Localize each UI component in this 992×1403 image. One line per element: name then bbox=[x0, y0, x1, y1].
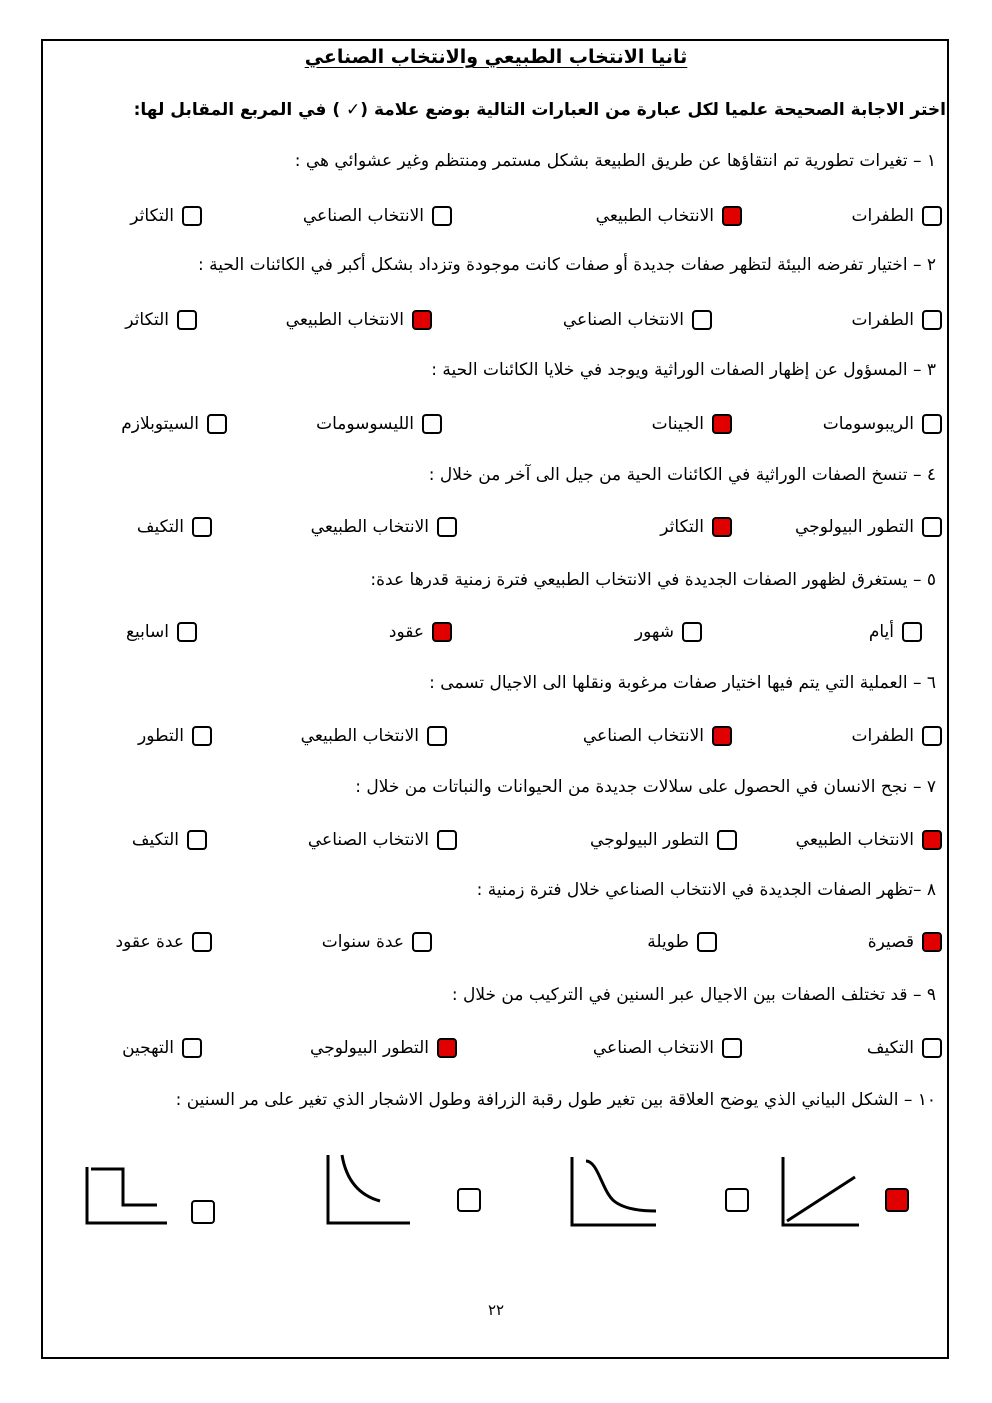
q2-option-3[interactable] bbox=[286, 310, 432, 330]
q8-option-3[interactable] bbox=[322, 932, 432, 952]
q7-option-4[interactable] bbox=[132, 830, 207, 850]
question-8: ٨ –تظهر الصفات الجديدة في الانتخاب الصناعي خلال فترة زمنية : bbox=[476, 880, 936, 900]
option-label: الريبوسومات bbox=[822, 414, 914, 434]
checkbox[interactable] bbox=[682, 622, 702, 642]
option-label: الطفرات bbox=[851, 206, 914, 226]
q3-option-3[interactable] bbox=[316, 414, 442, 434]
option-label: الانتخاب الطبيعي bbox=[795, 830, 914, 850]
q5-option-3[interactable] bbox=[389, 622, 452, 642]
option-label: عقود bbox=[388, 622, 424, 642]
checkbox[interactable] bbox=[207, 414, 227, 434]
option-label: التطور البيولوجي bbox=[590, 830, 709, 850]
question-7: ٧ – نجح الانسان في الحصول على سلالات جديدة من الحيوانات والنباتات من خلال : bbox=[355, 777, 936, 797]
page-number: ٢٢ bbox=[487, 1301, 505, 1319]
option-label: الانتخاب الطبيعي bbox=[300, 726, 419, 746]
q9-option-4[interactable] bbox=[122, 1038, 202, 1058]
option-label: الانتخاب الصناعي bbox=[562, 310, 684, 330]
checkbox[interactable] bbox=[712, 517, 732, 537]
option-label: الانتخاب الصناعي bbox=[302, 206, 424, 226]
option-label: الانتخاب الطبيعي bbox=[595, 206, 714, 226]
q7-option-1[interactable] bbox=[796, 830, 942, 850]
graph-line bbox=[783, 1157, 859, 1225]
option-label: الانتخاب الطبيعي bbox=[285, 310, 404, 330]
checkbox[interactable] bbox=[437, 830, 457, 850]
instructions: اختر الاجابة الصحيحة علميا لكل عبارة من العبارات التالية بوضع علامة (✓ ) في المربع المقابل لها: bbox=[133, 100, 946, 120]
checkbox[interactable] bbox=[922, 830, 942, 850]
q6-option-2[interactable] bbox=[583, 726, 732, 746]
question-5: ٥ – يستغرق لظهور الصفات الجديدة في الانتخاب الطبيعي فترة زمنية قدرها عدة: bbox=[370, 570, 936, 590]
checkbox[interactable] bbox=[177, 310, 197, 330]
checkbox[interactable] bbox=[427, 726, 447, 746]
q4-option-4[interactable] bbox=[137, 517, 212, 537]
checkbox[interactable] bbox=[922, 517, 942, 537]
option-label: التكاثر bbox=[125, 310, 169, 330]
option-label: التكيف bbox=[136, 517, 184, 537]
q10-step-graph bbox=[87, 1155, 177, 1227]
checkbox[interactable] bbox=[722, 206, 742, 226]
question-10: ١٠ – الشكل البياني الذي يوضح العلاقة بين تغير طول رقبة الزرافة وطول الاشجار الذي تغير على مر السنين : bbox=[175, 1090, 936, 1110]
question-6: ٦ – العملية التي يتم فيها اختيار صفات مرغوبة ونقلها الى الاجيال تسمى : bbox=[429, 673, 936, 693]
option-label: أيام bbox=[868, 622, 894, 642]
checkbox[interactable] bbox=[182, 1038, 202, 1058]
checkbox[interactable] bbox=[192, 726, 212, 746]
q10-checkbox-1[interactable] bbox=[885, 1188, 909, 1212]
checkbox[interactable] bbox=[712, 726, 732, 746]
option-label: الانتخاب الصناعي bbox=[592, 1038, 714, 1058]
graph-line bbox=[328, 1155, 410, 1223]
checkbox[interactable] bbox=[722, 1038, 742, 1058]
q2-option-2[interactable] bbox=[563, 310, 712, 330]
option-label: طويلة bbox=[647, 932, 689, 952]
q3-option-2[interactable] bbox=[652, 414, 732, 434]
option-label: الطفرات bbox=[851, 726, 914, 746]
q3-option-4[interactable] bbox=[121, 414, 227, 434]
option-label: السيتوبلازم bbox=[121, 414, 199, 434]
checkbox[interactable] bbox=[177, 622, 197, 642]
question-9: ٩ – قد تختلف الصفات بين الاجيال عبر السنين في التركيب من خلال : bbox=[451, 985, 936, 1005]
checkbox[interactable] bbox=[192, 932, 212, 952]
option-label: التطور bbox=[138, 726, 184, 746]
question-1: ١ – تغيرات تطورية تم انتقاؤها عن طريق الطبيعة بشكل مستمر ومنتظم وغير عشوائي هي : bbox=[294, 151, 936, 171]
question-2: ٢ – اختيار تفرضه البيئة لتظهر صفات جديدة أو صفات كانت موجودة وتزداد بشكل أكبر في الكائنات الحية : bbox=[198, 255, 936, 275]
q1-option-1[interactable] bbox=[851, 206, 942, 226]
checkbox[interactable] bbox=[437, 517, 457, 537]
q7-option-2[interactable] bbox=[590, 830, 737, 850]
q5-option-1[interactable] bbox=[869, 622, 922, 642]
q1-option-2[interactable] bbox=[596, 206, 742, 226]
checkbox[interactable] bbox=[182, 206, 202, 226]
q5-option-2[interactable] bbox=[635, 622, 702, 642]
question-4: ٤ – تنسخ الصفات الوراثية في الكائنات الحية من جيل الى آخر من خلال : bbox=[428, 465, 936, 485]
checkbox[interactable] bbox=[922, 206, 942, 226]
option-label: التكاثر bbox=[130, 206, 174, 226]
q1-option-4[interactable] bbox=[130, 206, 202, 226]
checkbox[interactable] bbox=[692, 310, 712, 330]
q2-option-1[interactable] bbox=[851, 310, 942, 330]
checkbox[interactable] bbox=[187, 830, 207, 850]
option-label: قصيرة bbox=[867, 932, 914, 952]
q10-increasing-line-graph bbox=[783, 1157, 873, 1229]
graph-line bbox=[572, 1157, 656, 1225]
option-label: التكيف bbox=[866, 1038, 914, 1058]
q6-option-1[interactable] bbox=[851, 726, 942, 746]
option-label: الجينات bbox=[651, 414, 704, 434]
checkbox[interactable] bbox=[712, 414, 732, 434]
q9-option-3[interactable] bbox=[310, 1038, 457, 1058]
checkbox[interactable] bbox=[717, 830, 737, 850]
option-label: التطور البيولوجي bbox=[795, 517, 914, 537]
checkbox[interactable] bbox=[922, 310, 942, 330]
option-label: الانتخاب الصناعي bbox=[582, 726, 704, 746]
q10-checkbox-2[interactable] bbox=[725, 1188, 749, 1212]
checkbox[interactable] bbox=[437, 1038, 457, 1058]
option-label: الليسوسومات bbox=[316, 414, 414, 434]
option-label: التهجين bbox=[122, 1038, 174, 1058]
checkbox[interactable] bbox=[697, 932, 717, 952]
checkbox[interactable] bbox=[922, 414, 942, 434]
option-label: التكيف bbox=[131, 830, 179, 850]
graph-line bbox=[87, 1167, 167, 1223]
checkbox[interactable] bbox=[412, 310, 432, 330]
option-label: الانتخاب الصناعي bbox=[307, 830, 429, 850]
q4-option-2[interactable] bbox=[660, 517, 732, 537]
q8-option-4[interactable] bbox=[116, 932, 212, 952]
q10-checkbox-3[interactable] bbox=[457, 1188, 481, 1212]
q4-option-3[interactable] bbox=[311, 517, 457, 537]
option-label: الانتخاب الطبيعي bbox=[310, 517, 429, 537]
q8-option-2[interactable] bbox=[647, 932, 717, 952]
checkbox[interactable] bbox=[432, 622, 452, 642]
q3-option-1[interactable] bbox=[823, 414, 942, 434]
checkbox[interactable] bbox=[192, 517, 212, 537]
checkbox[interactable] bbox=[922, 1038, 942, 1058]
option-label: التطور البيولوجي bbox=[310, 1038, 429, 1058]
checkbox[interactable] bbox=[422, 414, 442, 434]
q4-option-1[interactable] bbox=[795, 517, 942, 537]
checkbox[interactable] bbox=[922, 932, 942, 952]
page-title: ثانيا الانتخاب الطبيعي والانتخاب الصناعي bbox=[304, 46, 688, 68]
option-label: التكاثر bbox=[660, 517, 704, 537]
option-label: الطفرات bbox=[851, 310, 914, 330]
q2-option-4[interactable] bbox=[125, 310, 197, 330]
checkbox[interactable] bbox=[432, 206, 452, 226]
q10-decreasing-curve-graph bbox=[328, 1155, 418, 1227]
option-label: شهور bbox=[634, 622, 674, 642]
q9-option-2[interactable] bbox=[593, 1038, 742, 1058]
q9-option-1[interactable] bbox=[867, 1038, 942, 1058]
q8-option-1[interactable] bbox=[868, 932, 942, 952]
q10-s-curve-graph bbox=[572, 1157, 662, 1229]
question-3: ٣ – المسؤول عن إظهار الصفات الوراثية ويوجد في خلايا الكائنات الحية : bbox=[431, 360, 936, 380]
option-label: عدة سنوات bbox=[321, 932, 404, 952]
checkbox[interactable] bbox=[412, 932, 432, 952]
q7-option-3[interactable] bbox=[308, 830, 457, 850]
checkbox[interactable] bbox=[902, 622, 922, 642]
q6-option-3[interactable] bbox=[301, 726, 447, 746]
option-label: عدة عقود bbox=[115, 932, 184, 952]
option-label: اسابيع bbox=[125, 622, 169, 642]
q6-option-4[interactable] bbox=[138, 726, 212, 746]
q10-checkbox-4[interactable] bbox=[191, 1200, 215, 1224]
checkbox[interactable] bbox=[922, 726, 942, 746]
q1-option-3[interactable] bbox=[303, 206, 452, 226]
q5-option-4[interactable] bbox=[126, 622, 197, 642]
